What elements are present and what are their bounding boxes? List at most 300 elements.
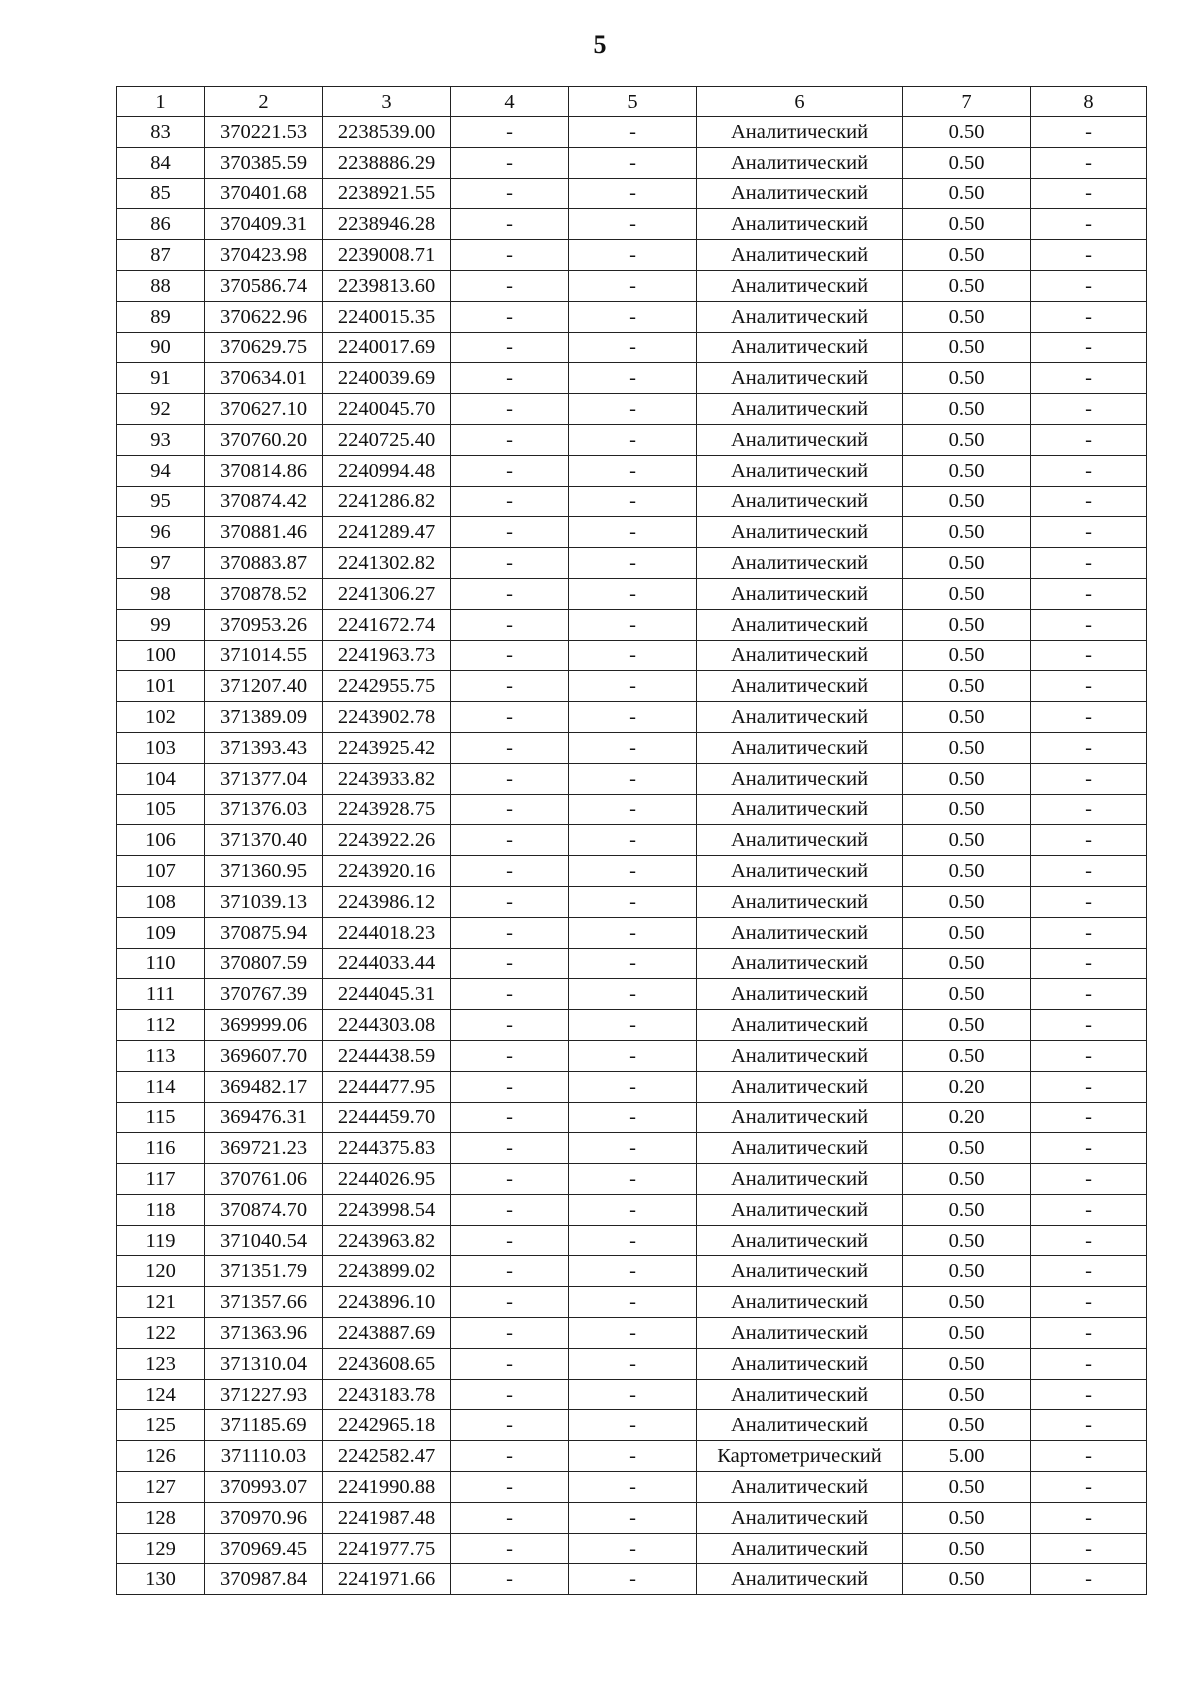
point-number-cell: 84 bbox=[117, 147, 205, 178]
point-number-cell: 85 bbox=[117, 178, 205, 209]
column-5-cell: - bbox=[569, 1502, 697, 1533]
column-8-cell: - bbox=[1031, 1318, 1147, 1349]
x-coordinate-cell: 371363.96 bbox=[205, 1318, 323, 1349]
column-8-cell: - bbox=[1031, 1194, 1147, 1225]
column-4-cell: - bbox=[451, 1379, 569, 1410]
y-coordinate-cell: 2239813.60 bbox=[323, 270, 451, 301]
accuracy-cell: 0.50 bbox=[903, 732, 1031, 763]
accuracy-cell: 0.50 bbox=[903, 517, 1031, 548]
column-5-cell: - bbox=[569, 948, 697, 979]
y-coordinate-cell: 2239008.71 bbox=[323, 240, 451, 271]
column-4-cell: - bbox=[451, 702, 569, 733]
point-number-cell: 92 bbox=[117, 394, 205, 425]
x-coordinate-cell: 371376.03 bbox=[205, 794, 323, 825]
y-coordinate-cell: 2243998.54 bbox=[323, 1194, 451, 1225]
x-coordinate-cell: 370401.68 bbox=[205, 178, 323, 209]
column-8-cell: - bbox=[1031, 147, 1147, 178]
method-cell: Аналитический bbox=[697, 486, 903, 517]
method-cell: Аналитический bbox=[697, 332, 903, 363]
table-row bbox=[117, 979, 1147, 1010]
column-4-cell: - bbox=[451, 732, 569, 763]
method-cell: Аналитический bbox=[697, 1256, 903, 1287]
column-8-cell: - bbox=[1031, 609, 1147, 640]
column-4-cell: - bbox=[451, 147, 569, 178]
table-row bbox=[117, 178, 1147, 209]
table-row bbox=[117, 948, 1147, 979]
point-number-cell: 118 bbox=[117, 1194, 205, 1225]
point-number-cell: 110 bbox=[117, 948, 205, 979]
y-coordinate-cell: 2241289.47 bbox=[323, 517, 451, 548]
x-coordinate-cell: 370760.20 bbox=[205, 424, 323, 455]
table-row bbox=[117, 1102, 1147, 1133]
column-8-cell: - bbox=[1031, 1472, 1147, 1503]
column-8-cell: - bbox=[1031, 178, 1147, 209]
column-5-cell: - bbox=[569, 178, 697, 209]
column-4-cell: - bbox=[451, 948, 569, 979]
accuracy-cell: 5.00 bbox=[903, 1441, 1031, 1472]
column-8-cell: - bbox=[1031, 1441, 1147, 1472]
table-row bbox=[117, 1410, 1147, 1441]
method-cell: Аналитический bbox=[697, 794, 903, 825]
method-cell: Аналитический bbox=[697, 1194, 903, 1225]
accuracy-cell: 0.50 bbox=[903, 1164, 1031, 1195]
x-coordinate-cell: 370970.96 bbox=[205, 1502, 323, 1533]
column-8-cell: - bbox=[1031, 455, 1147, 486]
table-row bbox=[117, 548, 1147, 579]
y-coordinate-cell: 2244459.70 bbox=[323, 1102, 451, 1133]
accuracy-cell: 0.50 bbox=[903, 856, 1031, 887]
point-number-cell: 108 bbox=[117, 886, 205, 917]
x-coordinate-cell: 371039.13 bbox=[205, 886, 323, 917]
method-cell: Аналитический bbox=[697, 578, 903, 609]
x-coordinate-cell: 370423.98 bbox=[205, 240, 323, 271]
column-5-cell: - bbox=[569, 1564, 697, 1595]
column-5-cell: - bbox=[569, 455, 697, 486]
point-number-cell: 116 bbox=[117, 1133, 205, 1164]
column-8-cell: - bbox=[1031, 1348, 1147, 1379]
y-coordinate-cell: 2241306.27 bbox=[323, 578, 451, 609]
table-row bbox=[117, 1564, 1147, 1595]
accuracy-cell: 0.20 bbox=[903, 1071, 1031, 1102]
column-4-cell: - bbox=[451, 1102, 569, 1133]
accuracy-cell: 0.50 bbox=[903, 1010, 1031, 1041]
column-header: 3 bbox=[323, 87, 451, 117]
column-8-cell: - bbox=[1031, 209, 1147, 240]
method-cell: Аналитический bbox=[697, 455, 903, 486]
x-coordinate-cell: 371377.04 bbox=[205, 763, 323, 794]
method-cell: Аналитический bbox=[697, 763, 903, 794]
column-8-cell: - bbox=[1031, 856, 1147, 887]
column-4-cell: - bbox=[451, 763, 569, 794]
column-header: 1 bbox=[117, 87, 205, 117]
accuracy-cell: 0.50 bbox=[903, 363, 1031, 394]
column-5-cell: - bbox=[569, 1379, 697, 1410]
method-cell: Аналитический bbox=[697, 702, 903, 733]
method-cell: Аналитический bbox=[697, 856, 903, 887]
point-number-cell: 117 bbox=[117, 1164, 205, 1195]
point-number-cell: 88 bbox=[117, 270, 205, 301]
method-cell: Аналитический bbox=[697, 1071, 903, 1102]
column-5-cell: - bbox=[569, 147, 697, 178]
column-5-cell: - bbox=[569, 394, 697, 425]
column-4-cell: - bbox=[451, 1256, 569, 1287]
accuracy-cell: 0.50 bbox=[903, 455, 1031, 486]
x-coordinate-cell: 369476.31 bbox=[205, 1102, 323, 1133]
y-coordinate-cell: 2243963.82 bbox=[323, 1225, 451, 1256]
x-coordinate-cell: 370622.96 bbox=[205, 301, 323, 332]
method-cell: Аналитический bbox=[697, 825, 903, 856]
x-coordinate-cell: 369721.23 bbox=[205, 1133, 323, 1164]
column-8-cell: - bbox=[1031, 979, 1147, 1010]
y-coordinate-cell: 2241672.74 bbox=[323, 609, 451, 640]
accuracy-cell: 0.50 bbox=[903, 886, 1031, 917]
point-number-cell: 95 bbox=[117, 486, 205, 517]
method-cell: Аналитический bbox=[697, 1010, 903, 1041]
column-8-cell: - bbox=[1031, 332, 1147, 363]
table-row bbox=[117, 732, 1147, 763]
point-number-cell: 103 bbox=[117, 732, 205, 763]
point-number-cell: 87 bbox=[117, 240, 205, 271]
method-cell: Аналитический bbox=[697, 948, 903, 979]
column-4-cell: - bbox=[451, 548, 569, 579]
column-4-cell: - bbox=[451, 1318, 569, 1349]
point-number-cell: 114 bbox=[117, 1071, 205, 1102]
table-header-row bbox=[117, 87, 1147, 117]
x-coordinate-cell: 371360.95 bbox=[205, 856, 323, 887]
point-number-cell: 113 bbox=[117, 1040, 205, 1071]
point-number-cell: 126 bbox=[117, 1441, 205, 1472]
method-cell: Аналитический bbox=[697, 517, 903, 548]
y-coordinate-cell: 2243899.02 bbox=[323, 1256, 451, 1287]
table-row bbox=[117, 209, 1147, 240]
method-cell: Аналитический bbox=[697, 270, 903, 301]
column-8-cell: - bbox=[1031, 117, 1147, 148]
method-cell: Аналитический bbox=[697, 640, 903, 671]
method-cell: Аналитический bbox=[697, 394, 903, 425]
accuracy-cell: 0.50 bbox=[903, 240, 1031, 271]
column-8-cell: - bbox=[1031, 1164, 1147, 1195]
column-5-cell: - bbox=[569, 1533, 697, 1564]
point-number-cell: 121 bbox=[117, 1287, 205, 1318]
column-5-cell: - bbox=[569, 117, 697, 148]
column-4-cell: - bbox=[451, 1441, 569, 1472]
point-number-cell: 120 bbox=[117, 1256, 205, 1287]
method-cell: Аналитический bbox=[697, 609, 903, 640]
point-number-cell: 101 bbox=[117, 671, 205, 702]
y-coordinate-cell: 2240039.69 bbox=[323, 363, 451, 394]
point-number-cell: 119 bbox=[117, 1225, 205, 1256]
method-cell: Аналитический bbox=[697, 147, 903, 178]
method-cell: Аналитический bbox=[697, 424, 903, 455]
table-body bbox=[117, 117, 1147, 1595]
x-coordinate-cell: 371110.03 bbox=[205, 1441, 323, 1472]
column-4-cell: - bbox=[451, 1472, 569, 1503]
column-4-cell: - bbox=[451, 1533, 569, 1564]
table-row bbox=[117, 1164, 1147, 1195]
column-header: 7 bbox=[903, 87, 1031, 117]
table-row bbox=[117, 455, 1147, 486]
column-5-cell: - bbox=[569, 1348, 697, 1379]
column-5-cell: - bbox=[569, 640, 697, 671]
column-5-cell: - bbox=[569, 240, 697, 271]
y-coordinate-cell: 2240015.35 bbox=[323, 301, 451, 332]
method-cell: Аналитический bbox=[697, 1164, 903, 1195]
column-5-cell: - bbox=[569, 1256, 697, 1287]
column-4-cell: - bbox=[451, 363, 569, 394]
y-coordinate-cell: 2244375.83 bbox=[323, 1133, 451, 1164]
point-number-cell: 90 bbox=[117, 332, 205, 363]
x-coordinate-cell: 370767.39 bbox=[205, 979, 323, 1010]
table-row bbox=[117, 609, 1147, 640]
table-row bbox=[117, 1256, 1147, 1287]
column-4-cell: - bbox=[451, 486, 569, 517]
method-cell: Аналитический bbox=[697, 209, 903, 240]
method-cell: Аналитический bbox=[697, 1410, 903, 1441]
column-header: 8 bbox=[1031, 87, 1147, 117]
method-cell: Аналитический bbox=[697, 979, 903, 1010]
column-4-cell: - bbox=[451, 609, 569, 640]
column-8-cell: - bbox=[1031, 486, 1147, 517]
method-cell: Аналитический bbox=[697, 732, 903, 763]
column-5-cell: - bbox=[569, 1133, 697, 1164]
y-coordinate-cell: 2241987.48 bbox=[323, 1502, 451, 1533]
y-coordinate-cell: 2244026.95 bbox=[323, 1164, 451, 1195]
x-coordinate-cell: 370969.45 bbox=[205, 1533, 323, 1564]
y-coordinate-cell: 2244438.59 bbox=[323, 1040, 451, 1071]
column-5-cell: - bbox=[569, 424, 697, 455]
accuracy-cell: 0.50 bbox=[903, 702, 1031, 733]
accuracy-cell: 0.50 bbox=[903, 979, 1031, 1010]
point-number-cell: 105 bbox=[117, 794, 205, 825]
table-row bbox=[117, 1040, 1147, 1071]
column-5-cell: - bbox=[569, 517, 697, 548]
point-number-cell: 83 bbox=[117, 117, 205, 148]
point-number-cell: 124 bbox=[117, 1379, 205, 1410]
column-5-cell: - bbox=[569, 1287, 697, 1318]
column-5-cell: - bbox=[569, 578, 697, 609]
column-8-cell: - bbox=[1031, 1040, 1147, 1071]
y-coordinate-cell: 2244018.23 bbox=[323, 917, 451, 948]
y-coordinate-cell: 2240994.48 bbox=[323, 455, 451, 486]
column-5-cell: - bbox=[569, 1225, 697, 1256]
y-coordinate-cell: 2241977.75 bbox=[323, 1533, 451, 1564]
x-coordinate-cell: 371393.43 bbox=[205, 732, 323, 763]
y-coordinate-cell: 2244045.31 bbox=[323, 979, 451, 1010]
column-8-cell: - bbox=[1031, 270, 1147, 301]
accuracy-cell: 0.50 bbox=[903, 332, 1031, 363]
y-coordinate-cell: 2243933.82 bbox=[323, 763, 451, 794]
column-8-cell: - bbox=[1031, 363, 1147, 394]
y-coordinate-cell: 2243986.12 bbox=[323, 886, 451, 917]
method-cell: Картометрический bbox=[697, 1441, 903, 1472]
column-5-cell: - bbox=[569, 1010, 697, 1041]
column-4-cell: - bbox=[451, 394, 569, 425]
point-number-cell: 98 bbox=[117, 578, 205, 609]
y-coordinate-cell: 2243608.65 bbox=[323, 1348, 451, 1379]
column-5-cell: - bbox=[569, 486, 697, 517]
point-number-cell: 106 bbox=[117, 825, 205, 856]
y-coordinate-cell: 2243902.78 bbox=[323, 702, 451, 733]
x-coordinate-cell: 371040.54 bbox=[205, 1225, 323, 1256]
x-coordinate-cell: 370883.87 bbox=[205, 548, 323, 579]
column-8-cell: - bbox=[1031, 301, 1147, 332]
column-4-cell: - bbox=[451, 1564, 569, 1595]
column-8-cell: - bbox=[1031, 240, 1147, 271]
column-5-cell: - bbox=[569, 856, 697, 887]
x-coordinate-cell: 370993.07 bbox=[205, 1472, 323, 1503]
method-cell: Аналитический bbox=[697, 886, 903, 917]
column-8-cell: - bbox=[1031, 1564, 1147, 1595]
table-row bbox=[117, 702, 1147, 733]
x-coordinate-cell: 371014.55 bbox=[205, 640, 323, 671]
method-cell: Аналитический bbox=[697, 1040, 903, 1071]
column-8-cell: - bbox=[1031, 1287, 1147, 1318]
y-coordinate-cell: 2240045.70 bbox=[323, 394, 451, 425]
table-row bbox=[117, 147, 1147, 178]
method-cell: Аналитический bbox=[697, 1225, 903, 1256]
column-4-cell: - bbox=[451, 1410, 569, 1441]
column-8-cell: - bbox=[1031, 517, 1147, 548]
point-number-cell: 127 bbox=[117, 1472, 205, 1503]
column-5-cell: - bbox=[569, 763, 697, 794]
column-8-cell: - bbox=[1031, 1071, 1147, 1102]
method-cell: Аналитический bbox=[697, 363, 903, 394]
column-8-cell: - bbox=[1031, 1379, 1147, 1410]
table-row bbox=[117, 794, 1147, 825]
column-4-cell: - bbox=[451, 301, 569, 332]
point-number-cell: 100 bbox=[117, 640, 205, 671]
column-5-cell: - bbox=[569, 363, 697, 394]
column-8-cell: - bbox=[1031, 917, 1147, 948]
column-5-cell: - bbox=[569, 548, 697, 579]
column-8-cell: - bbox=[1031, 702, 1147, 733]
table-row bbox=[117, 1071, 1147, 1102]
column-4-cell: - bbox=[451, 1225, 569, 1256]
method-cell: Аналитический bbox=[697, 1379, 903, 1410]
table-row bbox=[117, 240, 1147, 271]
accuracy-cell: 0.20 bbox=[903, 1102, 1031, 1133]
point-number-cell: 93 bbox=[117, 424, 205, 455]
point-number-cell: 94 bbox=[117, 455, 205, 486]
column-5-cell: - bbox=[569, 1318, 697, 1349]
point-number-cell: 89 bbox=[117, 301, 205, 332]
x-coordinate-cell: 371389.09 bbox=[205, 702, 323, 733]
point-number-cell: 107 bbox=[117, 856, 205, 887]
accuracy-cell: 0.50 bbox=[903, 825, 1031, 856]
y-coordinate-cell: 2243925.42 bbox=[323, 732, 451, 763]
accuracy-cell: 0.50 bbox=[903, 486, 1031, 517]
accuracy-cell: 0.50 bbox=[903, 424, 1031, 455]
point-number-cell: 129 bbox=[117, 1533, 205, 1564]
table-row bbox=[117, 1010, 1147, 1041]
table-row bbox=[117, 640, 1147, 671]
table-row bbox=[117, 856, 1147, 887]
x-coordinate-cell: 371370.40 bbox=[205, 825, 323, 856]
y-coordinate-cell: 2238539.00 bbox=[323, 117, 451, 148]
y-coordinate-cell: 2244033.44 bbox=[323, 948, 451, 979]
accuracy-cell: 0.50 bbox=[903, 948, 1031, 979]
point-number-cell: 122 bbox=[117, 1318, 205, 1349]
column-5-cell: - bbox=[569, 1040, 697, 1071]
column-header: 6 bbox=[697, 87, 903, 117]
table-row bbox=[117, 825, 1147, 856]
y-coordinate-cell: 2240725.40 bbox=[323, 424, 451, 455]
accuracy-cell: 0.50 bbox=[903, 640, 1031, 671]
column-8-cell: - bbox=[1031, 1010, 1147, 1041]
column-header: 5 bbox=[569, 87, 697, 117]
point-number-cell: 96 bbox=[117, 517, 205, 548]
accuracy-cell: 0.50 bbox=[903, 1533, 1031, 1564]
point-number-cell: 102 bbox=[117, 702, 205, 733]
y-coordinate-cell: 2243920.16 bbox=[323, 856, 451, 887]
accuracy-cell: 0.50 bbox=[903, 1194, 1031, 1225]
x-coordinate-cell: 370953.26 bbox=[205, 609, 323, 640]
method-cell: Аналитический bbox=[697, 1133, 903, 1164]
accuracy-cell: 0.50 bbox=[903, 548, 1031, 579]
column-8-cell: - bbox=[1031, 671, 1147, 702]
method-cell: Аналитический bbox=[697, 1472, 903, 1503]
column-header: 2 bbox=[205, 87, 323, 117]
x-coordinate-cell: 370878.52 bbox=[205, 578, 323, 609]
y-coordinate-cell: 2241963.73 bbox=[323, 640, 451, 671]
accuracy-cell: 0.50 bbox=[903, 1564, 1031, 1595]
method-cell: Аналитический bbox=[697, 1533, 903, 1564]
accuracy-cell: 0.50 bbox=[903, 1410, 1031, 1441]
y-coordinate-cell: 2243922.26 bbox=[323, 825, 451, 856]
accuracy-cell: 0.50 bbox=[903, 178, 1031, 209]
column-4-cell: - bbox=[451, 1348, 569, 1379]
column-8-cell: - bbox=[1031, 578, 1147, 609]
column-8-cell: - bbox=[1031, 794, 1147, 825]
column-8-cell: - bbox=[1031, 1533, 1147, 1564]
y-coordinate-cell: 2241286.82 bbox=[323, 486, 451, 517]
x-coordinate-cell: 370586.74 bbox=[205, 270, 323, 301]
column-8-cell: - bbox=[1031, 640, 1147, 671]
y-coordinate-cell: 2241990.88 bbox=[323, 1472, 451, 1503]
accuracy-cell: 0.50 bbox=[903, 1379, 1031, 1410]
column-5-cell: - bbox=[569, 917, 697, 948]
method-cell: Аналитический bbox=[697, 178, 903, 209]
table-row bbox=[117, 1348, 1147, 1379]
x-coordinate-cell: 370814.86 bbox=[205, 455, 323, 486]
method-cell: Аналитический bbox=[697, 671, 903, 702]
column-8-cell: - bbox=[1031, 763, 1147, 794]
x-coordinate-cell: 370875.94 bbox=[205, 917, 323, 948]
column-4-cell: - bbox=[451, 1040, 569, 1071]
accuracy-cell: 0.50 bbox=[903, 1318, 1031, 1349]
x-coordinate-cell: 370385.59 bbox=[205, 147, 323, 178]
point-number-cell: 109 bbox=[117, 917, 205, 948]
column-5-cell: - bbox=[569, 270, 697, 301]
y-coordinate-cell: 2244477.95 bbox=[323, 1071, 451, 1102]
accuracy-cell: 0.50 bbox=[903, 1502, 1031, 1533]
table-row bbox=[117, 486, 1147, 517]
table-row bbox=[117, 1287, 1147, 1318]
column-4-cell: - bbox=[451, 1164, 569, 1195]
column-4-cell: - bbox=[451, 270, 569, 301]
table-row bbox=[117, 1502, 1147, 1533]
method-cell: Аналитический bbox=[697, 1502, 903, 1533]
column-4-cell: - bbox=[451, 979, 569, 1010]
column-5-cell: - bbox=[569, 1164, 697, 1195]
accuracy-cell: 0.50 bbox=[903, 1133, 1031, 1164]
column-4-cell: - bbox=[451, 117, 569, 148]
y-coordinate-cell: 2240017.69 bbox=[323, 332, 451, 363]
table-row bbox=[117, 394, 1147, 425]
column-8-cell: - bbox=[1031, 886, 1147, 917]
column-5-cell: - bbox=[569, 671, 697, 702]
table-row bbox=[117, 1225, 1147, 1256]
